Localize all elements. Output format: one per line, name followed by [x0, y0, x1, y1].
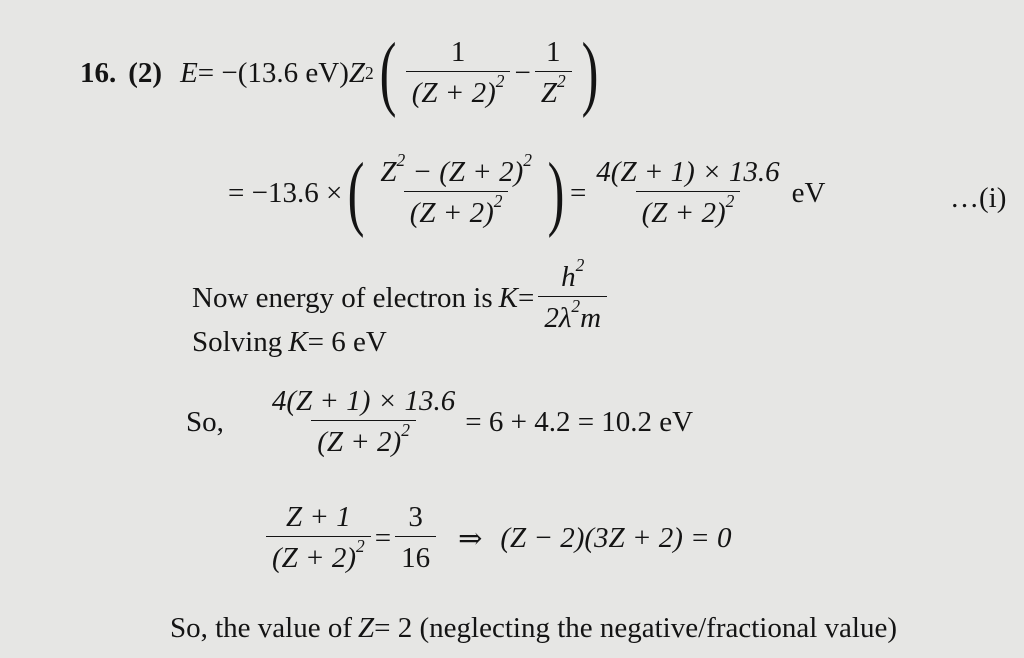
quadratic-factored: (Z − 2)(3Z + 2) = 0	[500, 521, 732, 554]
answer-option: (2)	[128, 56, 163, 89]
solving-text: Solving	[192, 325, 283, 358]
z-variable: Z	[348, 56, 366, 89]
k-variable: K	[498, 281, 518, 314]
equals-minus: = −	[197, 56, 238, 89]
solution-line-1: 16. (2) E = − (13.6 eV) Z 2 ( $\frac{1}{(Z + 2)^2}$ − $\frac{1}{Z^2}$ )	[80, 26, 599, 119]
solution-line-5	[186, 372, 693, 472]
fraction-numerator: 4(Z + 1) × 13.6	[596, 155, 780, 188]
left-paren: (	[379, 26, 397, 119]
fraction-numerator: 1	[450, 35, 466, 68]
fraction-numerator: 4(Z + 1) × 13.6	[271, 384, 456, 417]
equals-expression: = −13.6 ×	[228, 176, 343, 209]
conclusion-text: So, the value of	[170, 611, 353, 644]
fraction	[395, 502, 436, 575]
fraction-numerator: 1	[545, 35, 561, 68]
energy-coefficient: (13.6 eV)	[237, 56, 349, 89]
z-variable: Z	[358, 611, 375, 644]
right-paren: )	[581, 26, 599, 119]
energy-result: = 6 + 4.2 = 10.2 eV	[465, 405, 694, 438]
kinetic-energy-text: Now energy of electron is	[192, 281, 493, 314]
equals-sign: =	[518, 281, 535, 314]
fraction-denominator: $(Z + 2)^2$	[311, 420, 416, 459]
solution-line-2	[228, 138, 825, 248]
fraction	[538, 254, 607, 335]
fraction-denominator: $(Z + 2)^2$	[266, 536, 371, 575]
fraction-denominator: $2\lambda^2m$	[538, 296, 607, 335]
conclusion-value: = 2 (neglecting the negative/fractional value)	[374, 611, 897, 644]
right-paren: )	[547, 146, 565, 239]
energy-symbol: E	[180, 56, 198, 89]
solution-line-4	[192, 322, 387, 362]
fraction-denominator: $(Z + 2)^2$	[636, 191, 741, 230]
fraction	[406, 37, 511, 110]
equals-sign: =	[374, 521, 392, 554]
problem-number: 16.	[80, 56, 117, 89]
implies-arrow: ⇒	[458, 522, 483, 555]
fraction-numerator: Z + 1	[286, 500, 351, 533]
equation-tag: …(i)	[950, 181, 1007, 214]
fraction	[590, 157, 785, 230]
fraction-numerator: 3	[408, 500, 423, 533]
fraction	[266, 386, 461, 459]
left-paren: (	[347, 146, 365, 239]
unit-ev: eV	[791, 176, 826, 209]
fraction-numerator: $Z^2 - (Z + 2)^2$	[380, 149, 532, 188]
fraction-denominator: $Z^2$	[535, 71, 572, 110]
minus-sign: −	[514, 56, 531, 89]
fraction-denominator: $(Z + 2)^2$	[404, 191, 509, 230]
equals-sign: =	[569, 176, 587, 209]
fraction	[374, 149, 538, 230]
fraction	[266, 502, 371, 575]
fraction-numerator: $h^2$	[561, 254, 585, 293]
so-label: So,	[186, 405, 224, 438]
fraction-denominator: $(Z + 2)^2$	[406, 71, 511, 110]
k-variable: K	[288, 325, 308, 358]
k-value: = 6 eV	[307, 325, 387, 358]
fraction-denominator: 16	[395, 536, 436, 575]
solution-line-6	[262, 488, 731, 588]
solution-line-7	[170, 608, 897, 648]
fraction	[535, 37, 572, 110]
